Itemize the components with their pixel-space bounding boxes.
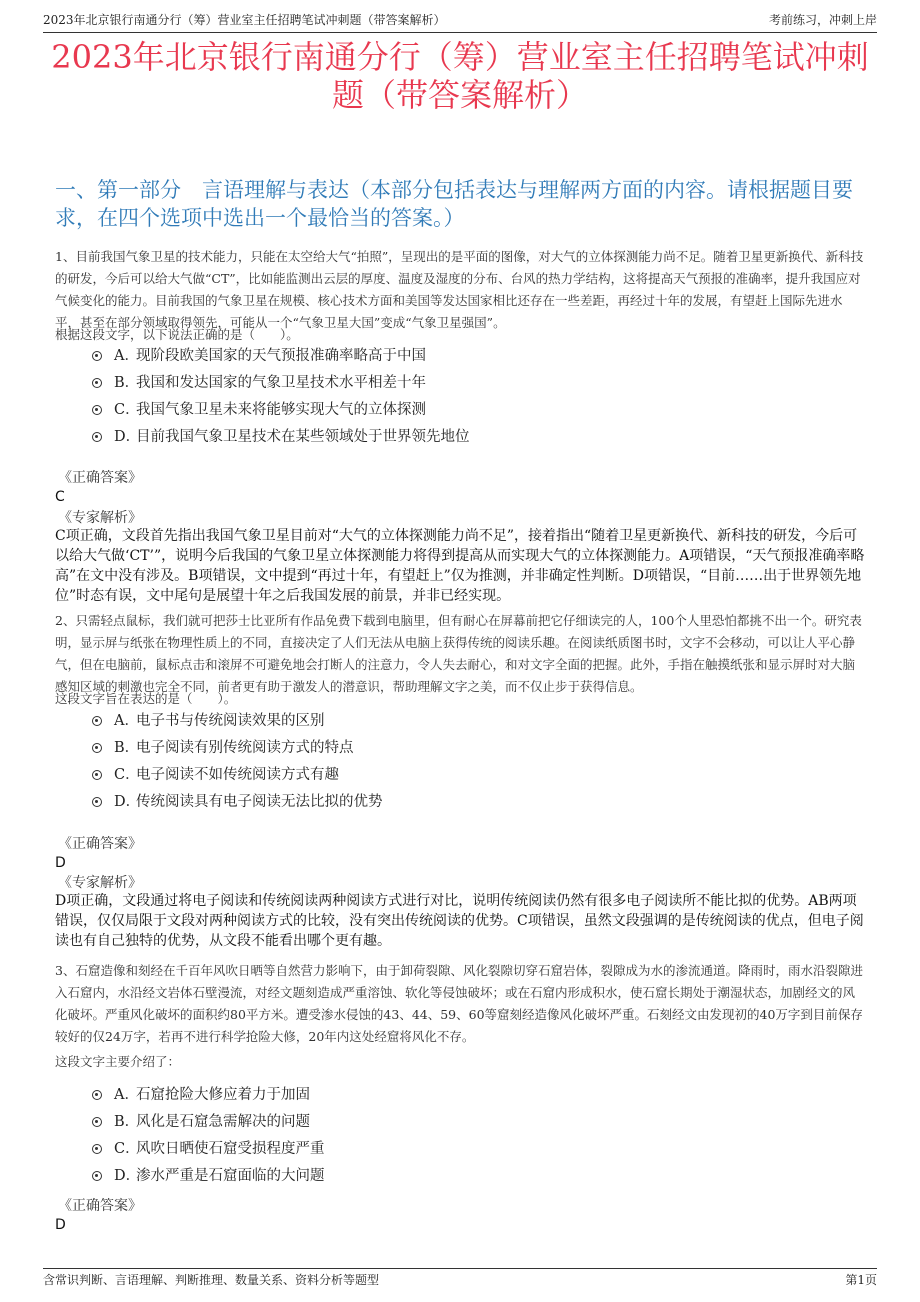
section-heading: 一、第一部分 言语理解与表达（本部分包括表达与理解两方面的内容。请根据题目要求，在四个选项中选出一个最恰当的答案。） [55,178,853,230]
question-3-text: 3、石窟造像和刻经在千百年风吹日晒等自然营力影响下，由于卸荷裂隙、风化裂隙切穿石窟岩体，裂隙成为水的渗流通道。降雨时，雨水沿裂隙进入石窟内，水沿经文岩体石壁漫流，对经文题刻造成严重溶蚀、软化等侵蚀破坏；或在石窟内形成积水，使石窟长期处于潮湿状态，加剧经文的风化破坏。严重风化破坏的面积约80平方米。遭受渗水侵蚀的43、44、59、60等窟刻经造像风化破坏严重。石刻经文由发现初的40万字到目前保存较好的仅24万字，若再不进行科学抢险大修，20年内这处经窟将风化不存。 [55,963,863,1044]
question-2-option-c[interactable]: C．电子阅读不如传统阅读方式有趣 [92,762,860,789]
page-header [43,10,877,33]
question-2-prompt: 这段文字旨在表达的是（ ）。 [55,691,237,706]
page-number: 第1页 [845,1273,877,1287]
question-3-option-a[interactable]: A．石窟抢险大修应着力于加固 [92,1082,860,1109]
question-1-answer: C [55,489,65,505]
question-3-options [92,1082,860,1190]
page-title: 2023年北京银行南通分行（筹）营业室主任招聘笔试冲刺题（带答案解析） [51,38,869,114]
radio-icon[interactable] [92,351,102,361]
question-1-explanation: C项正确，文段首先指出我国气象卫星目前对“大气的立体探测能力尚不足”，接着指出“随着卫星更新换代、新科技的研发，今后可以给大气做‘CT’”，说明今后我国的气象卫星立体探测能力将得到提高从而实现大气的立体探测能力。A项错误，“天气预报准确率略高”在文中没有涉及。B项错误，文中提到“再过十年，有望赶上”仅为推测，并非确定性判断。D项错误，“目前……出于世界领先地位”时态有误，文中尾句是展望十年之后我国发展的前景，并非已经实现。 [55,528,865,604]
radio-icon[interactable] [92,1117,102,1127]
radio-icon[interactable] [92,797,102,807]
question-3-option-b[interactable]: B．风化是石窟急需解决的问题 [92,1109,860,1136]
header-slogan: 考前练习，冲刺上岸 [768,13,877,27]
question-1-prompt: 根据这段文字，以下说法正确的是（ ）。 [55,327,299,342]
question-3-option-d[interactable]: D．渗水严重是石窟面临的大问题 [92,1163,860,1190]
correct-answer-label: 《正确答案》 [58,836,142,852]
expert-analysis-label: 《专家解析》 [58,875,142,891]
radio-icon[interactable] [92,378,102,388]
radio-icon[interactable] [92,1171,102,1181]
radio-icon[interactable] [92,1144,102,1154]
expert-analysis-label: 《专家解析》 [58,510,142,526]
question-2-option-d[interactable]: D．传统阅读具有电子阅读无法比拟的优势 [92,789,860,816]
question-3-option-c[interactable]: C．风吹日晒使石窟受损程度严重 [92,1136,860,1163]
question-2-option-a[interactable]: A．电子书与传统阅读效果的区别 [92,708,860,735]
question-3-prompt: 这段文字主要介绍了： [55,1054,181,1069]
radio-icon[interactable] [92,1090,102,1100]
question-1-option-d[interactable]: D．目前我国气象卫星技术在某些领域处于世界领先地位 [92,424,860,451]
question-1-option-c[interactable]: C．我国气象卫星未来将能够实现大气的立体探测 [92,397,860,424]
correct-answer-label: 《正确答案》 [58,1198,142,1214]
question-1-option-a[interactable]: A．现阶段欧美国家的天气预报准确率略高于中国 [92,343,860,370]
header-doc-title: 2023年北京银行南通分行（筹）营业室主任招聘笔试冲刺题（带答案解析） [43,13,446,27]
radio-icon[interactable] [92,716,102,726]
footer-note: 含常识判断、言语理解、判断推理、数量关系、资料分析等题型 [43,1273,380,1287]
question-2-options [92,708,860,816]
question-1-options [92,343,860,451]
question-3-answer: D [55,1217,66,1233]
question-2-explanation: D项正确，文段通过将电子阅读和传统阅读两种阅读方式进行对比，说明传统阅读仍然有很多电子阅读所不能比拟的优势。AB两项错误，仅仅局限于文段对两种阅读方式的比较，没有突出传统阅读的优势。C项错误，虽然文段强调的是传统阅读的优点，但电子阅读也有自己独特的优势，从文段不能看出哪个更有趣。 [55,893,864,949]
radio-icon[interactable] [92,432,102,442]
question-2-answer: D [55,855,66,871]
correct-answer-label: 《正确答案》 [58,470,142,486]
radio-icon[interactable] [92,770,102,780]
radio-icon[interactable] [92,405,102,415]
question-1-text: 1、目前我国气象卫星的技术能力，只能在太空给大气“拍照”，呈现出的是平面的图像，对大气的立体探测能力尚不足。随着卫星更新换代、新科技的研发，今后可以给大气做“CT”，比如能监测出云层的厚度、温度及湿度的分布、台风的热力学结构，这将提高天气预报的准确率，提升我国应对气候变化的能力。目前我国的气象卫星在规模、核心技术方面和美国等发达国家相比还存在一些差距，再经过十年的发展，有望赶上国际先进水平，甚至在部分领域取得领先，可能从一个“气象卫星大国”变成“气象卫星强国”。 [55,249,864,330]
page-footer [43,1268,877,1291]
question-2-text: 2、只需轻点鼠标，我们就可把莎士比亚所有作品免费下载到电脑里，但有耐心在屏幕前把它仔细读完的人，100个人里恐怕都挑不出一个。研究表明，显示屏与纸张在物理性质上的不同，直接决定了人们无法从电脑上获得传统的阅读乐趣。在阅读纸质图书时，文字不会移动，可以让人平心静气，但在电脑前，鼠标点击和滚屏不可避免地会打断人的注意力，令人失去耐心，和对文字全面的把握。此外，手指在触摸纸张和显示屏时对大脑感知区域的刺激也完全不同，前者更有助于激发人的潜意识，帮助理解文字之美，而不仅止步于获得信息。 [55,613,862,694]
question-1-option-b[interactable]: B．我国和发达国家的气象卫星技术水平相差十年 [92,370,860,397]
radio-icon[interactable] [92,743,102,753]
question-2-option-b[interactable]: B．电子阅读有别传统阅读方式的特点 [92,735,860,762]
